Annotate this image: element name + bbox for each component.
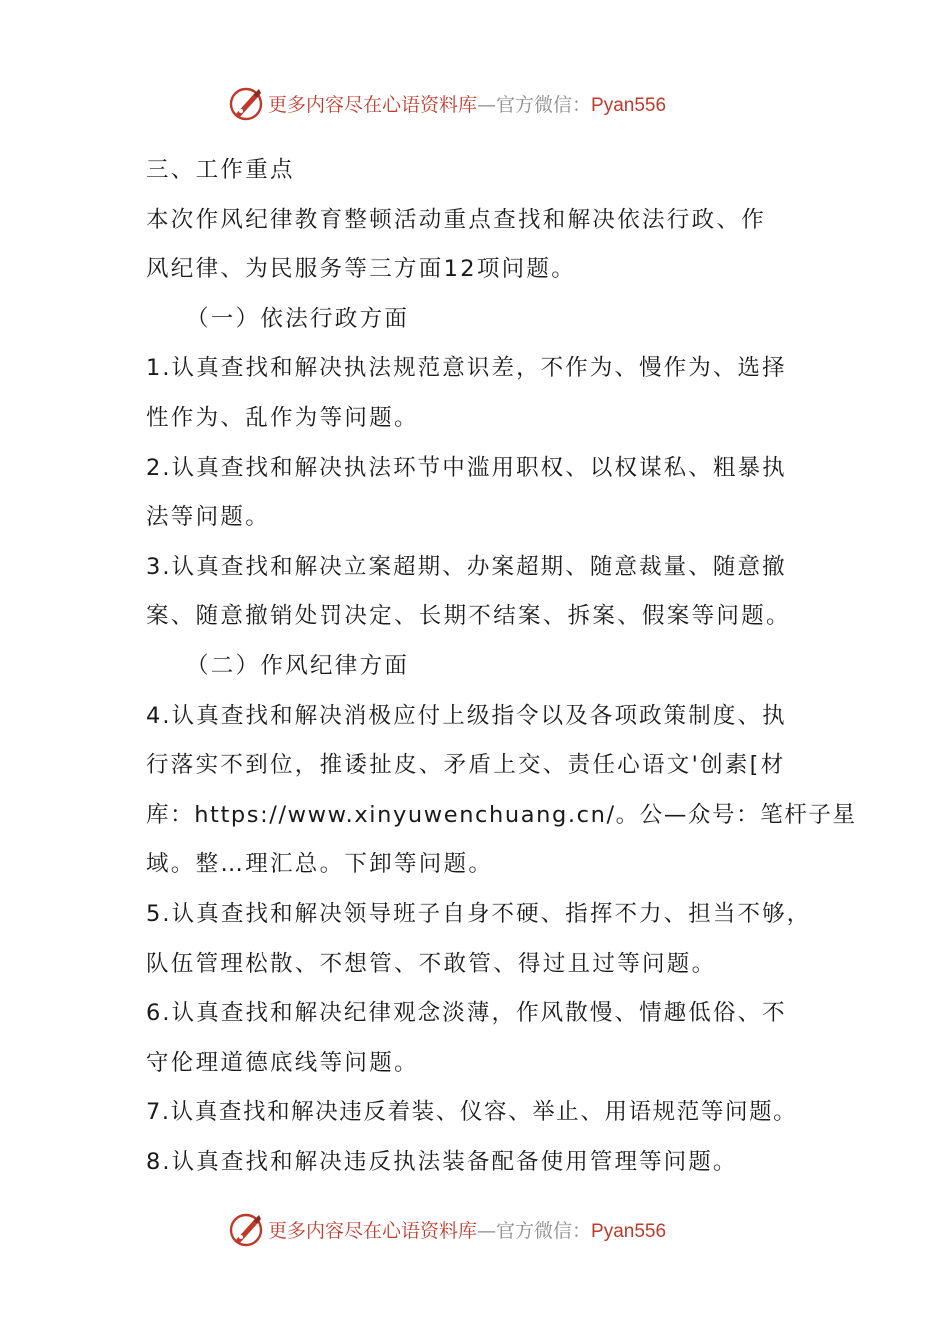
banner-wechat-id: Pyan556 (591, 1221, 667, 1242)
list-item-line: 行落实不到位，推诿扯皮、矛盾上交、责任心语文'创素[材 (146, 752, 786, 779)
pen-nib-logo-icon (226, 84, 266, 124)
footer-banner (0, 1208, 950, 1252)
banner-wechat-id: Pyan556 (591, 95, 667, 116)
list-item-line: 8.认真查找和解决违反执法装备配备使用管理等问题。 (146, 1148, 738, 1175)
banner-wechat-label: 官方微信： (496, 1220, 592, 1242)
list-item-line: 5.认真查找和解决领导班子自身不硬、指挥不力、担当不够， (146, 900, 812, 927)
list-item-line: 1.认真查找和解决执法规范意识差，不作为、慢作为、选择 (146, 355, 787, 382)
header-banner (0, 82, 950, 126)
subsection-heading: （二）作风纪律方面 (186, 652, 410, 679)
pen-nib-logo-icon (226, 1210, 266, 1250)
banner-dash: — (477, 1220, 497, 1242)
list-item-line: 队伍管理松散、不想管、不敢管、得过且过等问题。 (146, 950, 717, 977)
list-item-line: 3.认真查找和解决立案超期、办案超期、随意裁量、随意撤 (146, 553, 787, 580)
banner-dash: — (477, 94, 497, 116)
list-item-line: 6.认真查找和解决纪律观念淡薄，作风散慢、情趣低俗、不 (146, 1000, 787, 1027)
body-text (146, 146, 857, 1187)
list-item-line: 4.认真查找和解决消极应付上级指令以及各项政策制度、执 (146, 702, 787, 729)
banner-brand: 更多内容尽在心语资料库 (268, 94, 478, 116)
list-item-line: 法等问题。 (146, 504, 271, 531)
list-item-line: 守伦理道德底线等问题。 (146, 1049, 419, 1076)
list-item-line: 案、随意撤销处罚决定、长期不结案、拆案、假案等问题。 (146, 603, 791, 630)
paragraph-line: 风纪律、为民服务等三方面12项问题。 (146, 256, 577, 283)
section-heading: 三、工作重点 (146, 157, 295, 183)
banner-wechat-label: 官方微信： (496, 94, 592, 116)
banner-brand: 更多内容尽在心语资料库 (268, 1220, 478, 1242)
list-item-line: 域。整…理汇总。下卸等问题。 (146, 851, 494, 878)
list-item-line: 2.认真查找和解决执法环节中滥用职权、以权谋私、粗暴执 (146, 454, 787, 481)
banner-text (268, 1216, 666, 1246)
list-item-line: 7.认真查找和解决违反着装、仪容、举止、用语规范等问题。 (146, 1099, 798, 1126)
subsection-heading: （一）依法行政方面 (186, 305, 410, 332)
paragraph-line: 本次作风纪律教育整顿活动重点查找和解决依法行政、作 (146, 206, 767, 233)
list-item-line: 性作为、乱作为等问题。 (146, 404, 419, 431)
banner-text (268, 90, 666, 120)
list-item-line: 库：https://www.xinyuwenchuang.cn/。公—众号：笔杆子星 (146, 801, 857, 828)
